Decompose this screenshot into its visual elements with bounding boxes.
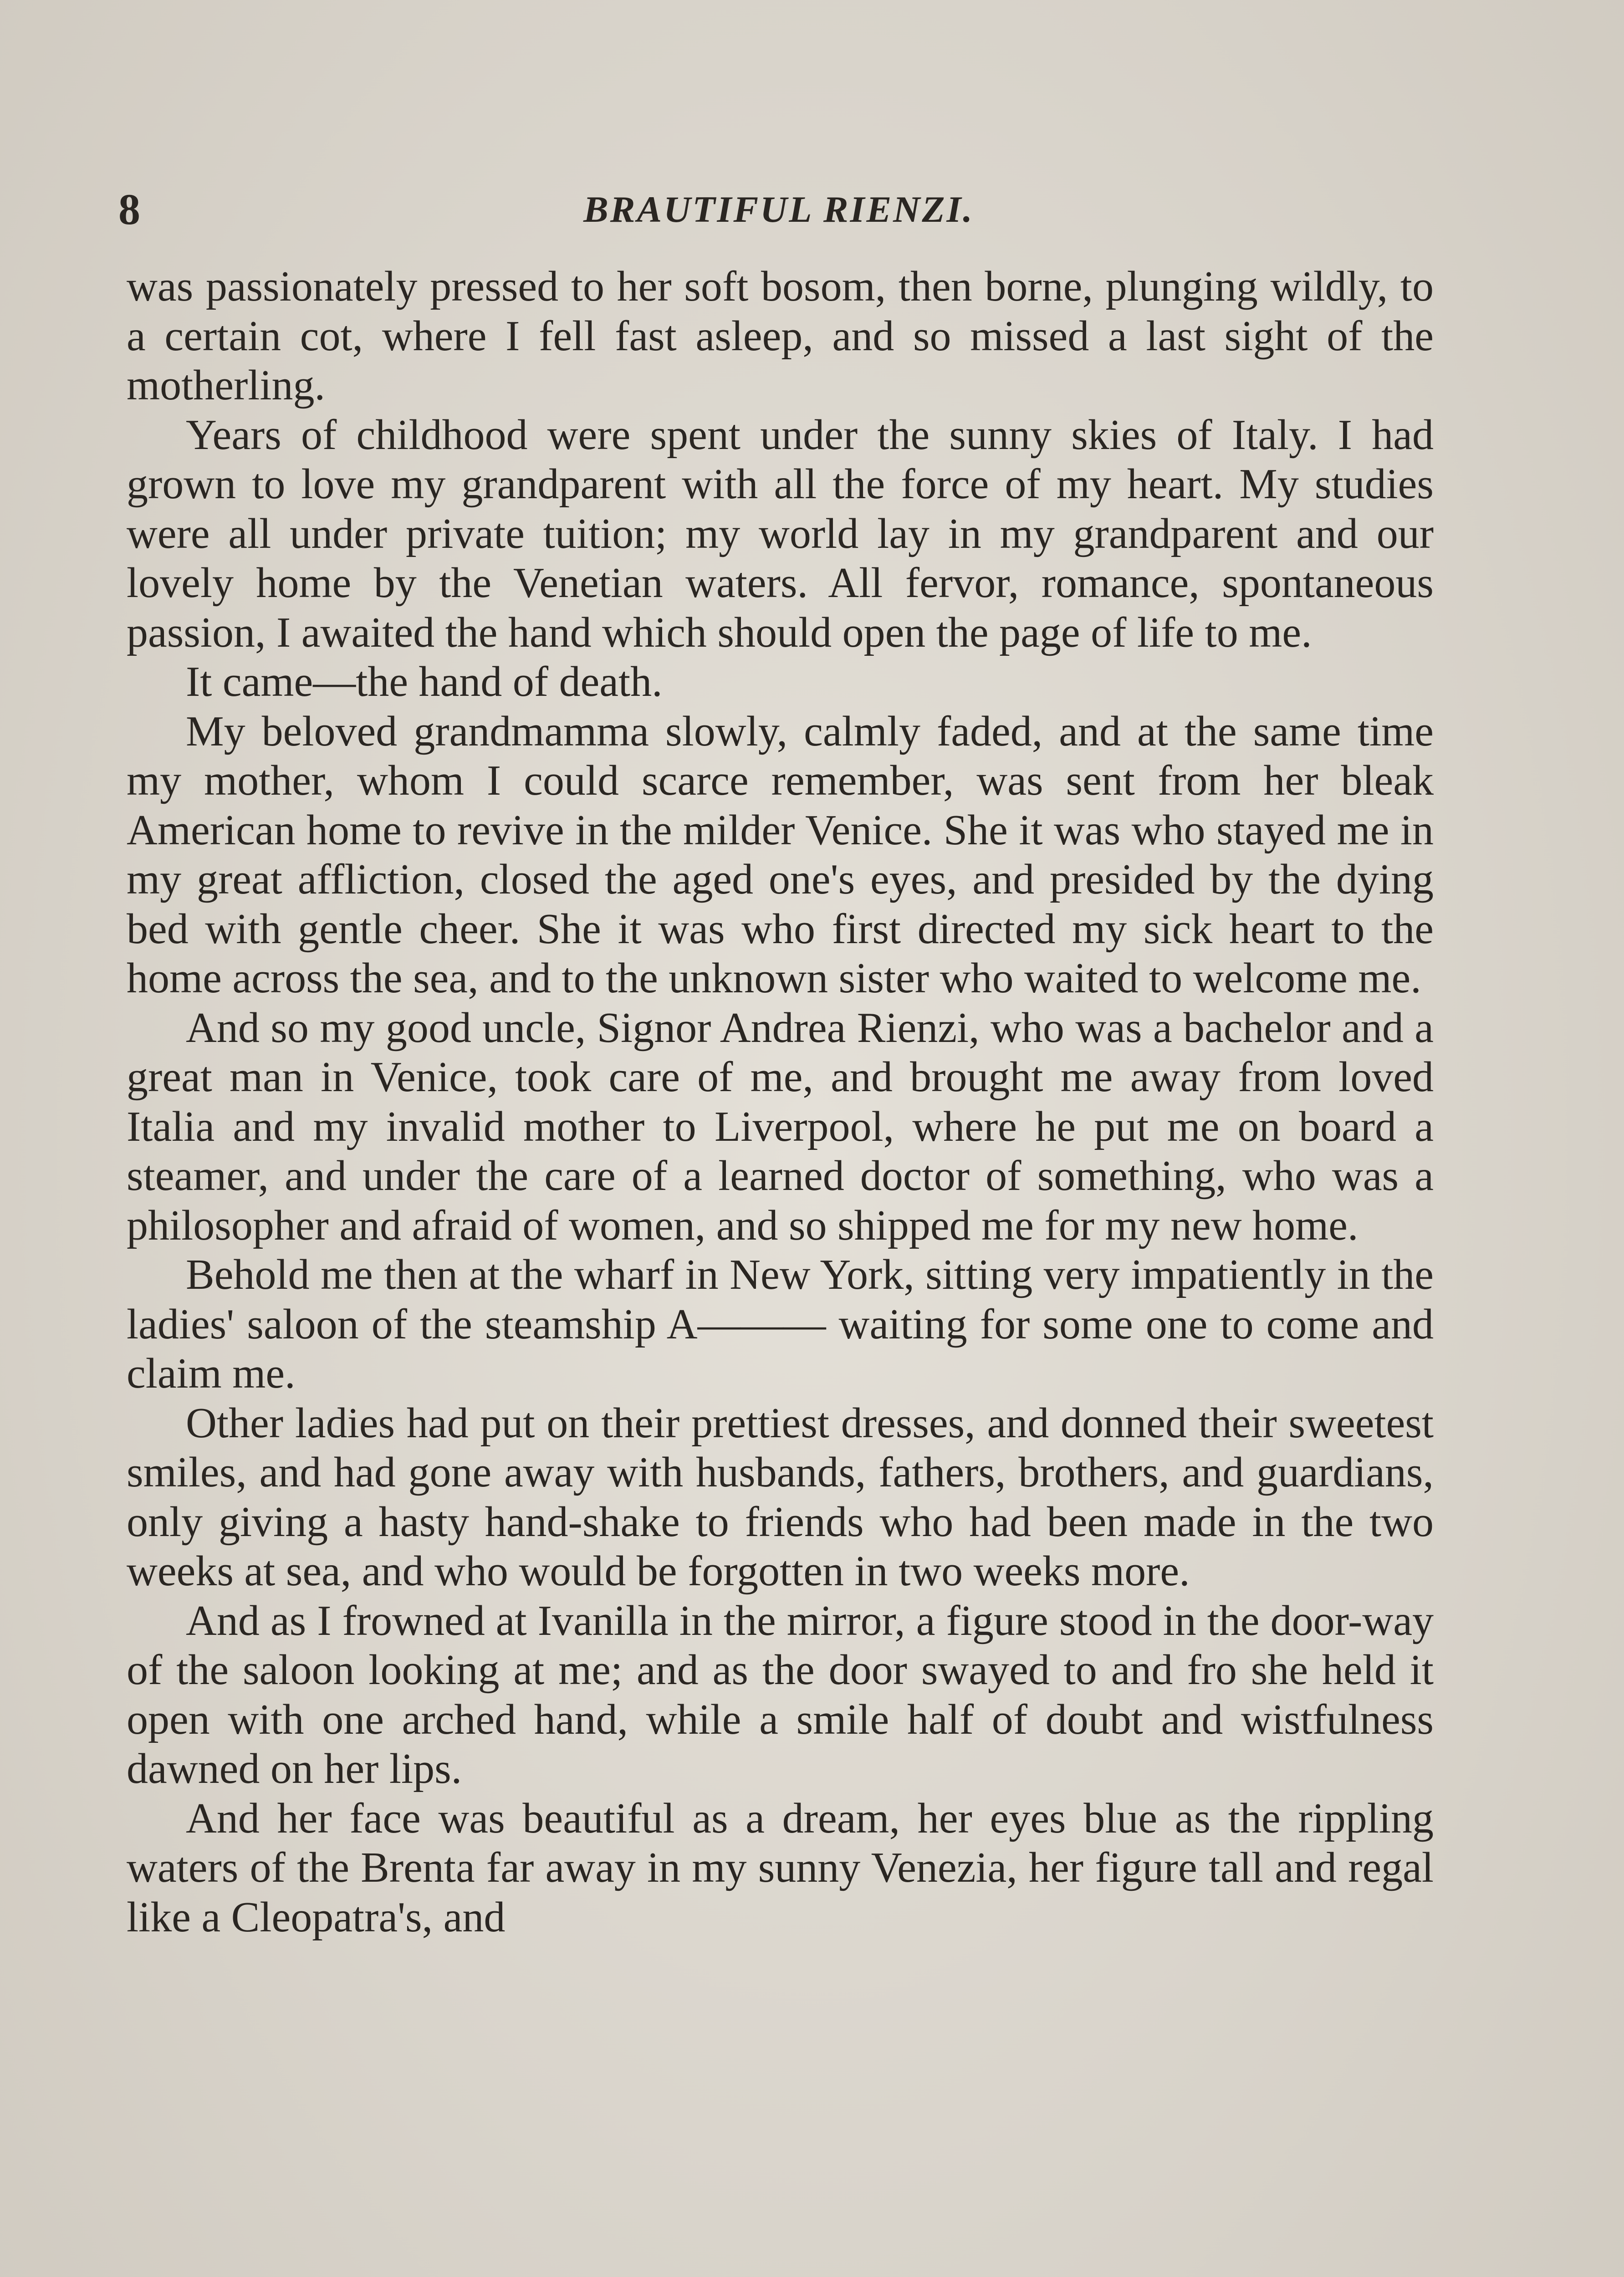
paragraph: My beloved grandmamma slowly, calmly faded, and at the same time my mother, whom I could scarce remember, was sent from her bleak American home to revive in the milder Venice. She it was who stayed me in my great affliction, closed the aged one's eyes, and presided by the dying bed with gentle cheer. She it was who first directed my sick heart to the home across the sea, and to the unknown sister who waited to welcome me. (127, 707, 1434, 1002)
paragraph: Years of childhood were spent under the sunny skies of Italy. I had grown to love my grandparent with all the force of my heart. My studies were all under private tuition; my world lay in my grandparent and our lovely home by the Venetian waters. All fervor, romance, spontaneous passion, I awaited the hand which should open the page of life to me. (127, 411, 1434, 656)
paragraph: And her face was beautiful as a dream, her eyes blue as the rippling waters of the Brenta far away in my sunny Venezia, her figure tall and regal like a Cleopatra's, and (127, 1794, 1434, 1941)
paragraph: Behold me then at the wharf in New York, sitting very impatiently in the ladies' saloon of the steamship A——— waiting for some one to come and claim me. (127, 1251, 1434, 1397)
running-title: BRAUTIFUL RIENZI. (583, 189, 974, 230)
paragraph: Other ladies had put on their prettiest dresses, and donned their sweetest smiles, and had gone away with husbands, fathers, brothers, and guardians, only giving a hasty hand-shake to friends who had been made in the two weeks at sea, and who would be forgotten in two weeks more. (127, 1399, 1434, 1595)
page-number: 8 (118, 185, 140, 234)
paragraph: And as I frowned at Ivanilla in the mirror, a figure stood in the door-way of the saloon looking at me; and as the door swayed to and fro she held it open with one arched hand, while a smile half of doubt and wistfulness dawned on her lips. (127, 1597, 1434, 1792)
paragraph: It came—the hand of death. (186, 658, 663, 705)
paragraph: And so my good uncle, Signor Andrea Rienzi, who was a bachelor and a great man in Venice, took care of me, and brought me away from loved Italia and my invalid mother to Liverpool, where he put me on board a steamer, and under the care of a learned doctor of something, who was a philosopher and afraid of women, and so shipped me for my new home. (127, 1004, 1434, 1249)
page-header (118, 173, 1439, 246)
body-text (127, 262, 1434, 1942)
paragraph: was passionately pressed to her soft bosom, then borne, plunging wildly, to a certain cot, where I fell fast asleep, and so missed a last sight of the motherling. (127, 263, 1434, 409)
